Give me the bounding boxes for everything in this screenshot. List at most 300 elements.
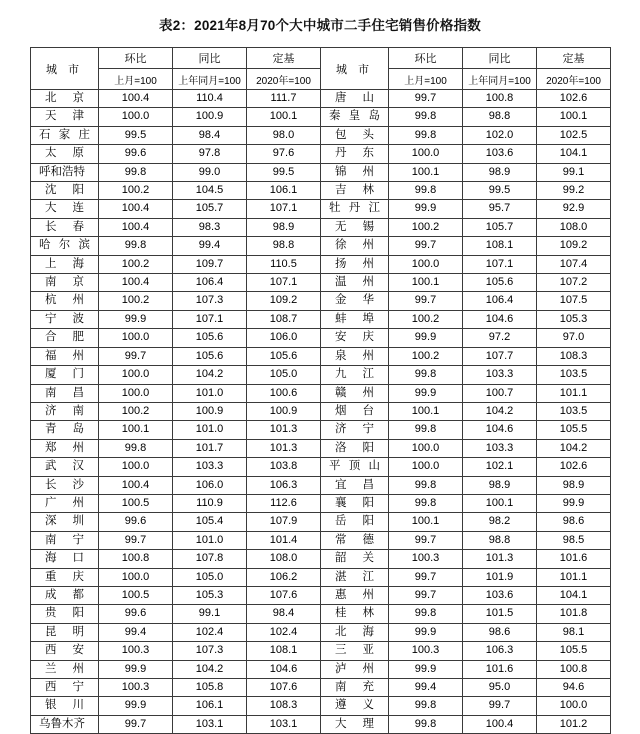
city-name: 九 江 bbox=[335, 368, 374, 381]
city-name: 宜 昌 bbox=[335, 478, 374, 491]
city-name: 大 理 bbox=[335, 717, 374, 730]
cell-fixed-right: 101.6 bbox=[537, 550, 611, 568]
city-name: 无 锡 bbox=[335, 220, 374, 233]
cell-yoy-right: 98.6 bbox=[463, 623, 537, 641]
cell-city-right bbox=[321, 274, 389, 292]
cell-city-left bbox=[31, 347, 99, 365]
table-row bbox=[31, 458, 611, 476]
cell-city-left bbox=[31, 126, 99, 144]
city-name: 牡 丹 江 bbox=[329, 202, 380, 215]
cell-city-right bbox=[321, 310, 389, 328]
header-group-yoy-right: 同比 bbox=[463, 48, 537, 69]
table-row bbox=[31, 200, 611, 218]
cell-mom-right: 99.4 bbox=[389, 679, 463, 697]
cell-yoy-left: 101.7 bbox=[173, 439, 247, 457]
cell-yoy-right: 100.7 bbox=[463, 384, 537, 402]
cell-mom-left: 99.9 bbox=[99, 310, 173, 328]
city-name: 温 州 bbox=[335, 276, 374, 289]
city-name: 吉 林 bbox=[335, 184, 374, 197]
cell-fixed-left: 107.9 bbox=[247, 513, 321, 531]
cell-fixed-left: 98.0 bbox=[247, 126, 321, 144]
cell-fixed-right: 108.3 bbox=[537, 347, 611, 365]
city-name: 遵 义 bbox=[335, 699, 374, 712]
city-name: 北 海 bbox=[335, 625, 374, 638]
city-name: 秦 皇 岛 bbox=[329, 110, 380, 123]
cell-city-right bbox=[321, 237, 389, 255]
cell-mom-right: 99.8 bbox=[389, 182, 463, 200]
cell-yoy-left: 105.3 bbox=[173, 586, 247, 604]
cell-fixed-right: 100.1 bbox=[537, 108, 611, 126]
city-name: 岳 阳 bbox=[335, 515, 374, 528]
cell-fixed-right: 94.6 bbox=[537, 679, 611, 697]
header-group-yoy-left: 同比 bbox=[173, 48, 247, 69]
cell-mom-right: 100.0 bbox=[389, 145, 463, 163]
city-name: 扬 州 bbox=[335, 257, 374, 270]
cell-city-left bbox=[31, 310, 99, 328]
table-row bbox=[31, 679, 611, 697]
city-name: 南 昌 bbox=[45, 386, 84, 399]
cell-mom-right: 99.9 bbox=[389, 200, 463, 218]
cell-yoy-right: 101.6 bbox=[463, 660, 537, 678]
cell-fixed-left: 98.9 bbox=[247, 218, 321, 236]
cell-city-left bbox=[31, 513, 99, 531]
city-name: 济 宁 bbox=[335, 423, 374, 436]
cell-yoy-right: 103.6 bbox=[463, 586, 537, 604]
cell-yoy-left: 107.8 bbox=[173, 550, 247, 568]
cell-mom-right: 100.0 bbox=[389, 255, 463, 273]
cell-fixed-right: 99.2 bbox=[537, 182, 611, 200]
table-row bbox=[31, 182, 611, 200]
cell-fixed-right: 101.1 bbox=[537, 384, 611, 402]
cell-fixed-left: 107.1 bbox=[247, 274, 321, 292]
header-base-fixed-right: 2020年=100 bbox=[537, 69, 611, 90]
cell-fixed-right: 99.1 bbox=[537, 163, 611, 181]
cell-mom-left: 100.1 bbox=[99, 421, 173, 439]
cell-mom-right: 99.8 bbox=[389, 126, 463, 144]
header-group-mom-right: 环比 bbox=[389, 48, 463, 69]
cell-yoy-right: 104.6 bbox=[463, 310, 537, 328]
cell-fixed-left: 108.1 bbox=[247, 642, 321, 660]
cell-city-left bbox=[31, 660, 99, 678]
cell-fixed-right: 101.2 bbox=[537, 715, 611, 733]
cell-city-right bbox=[321, 623, 389, 641]
cell-city-right bbox=[321, 108, 389, 126]
cell-city-right bbox=[321, 660, 389, 678]
cell-fixed-right: 101.8 bbox=[537, 605, 611, 623]
cell-city-left bbox=[31, 679, 99, 697]
cell-yoy-right: 99.7 bbox=[463, 697, 537, 715]
cell-fixed-right: 98.1 bbox=[537, 623, 611, 641]
table-row bbox=[31, 310, 611, 328]
cell-fixed-left: 106.1 bbox=[247, 182, 321, 200]
cell-yoy-left: 99.0 bbox=[173, 163, 247, 181]
cell-city-right bbox=[321, 384, 389, 402]
cell-fixed-right: 107.5 bbox=[537, 292, 611, 310]
table-row bbox=[31, 145, 611, 163]
cell-mom-left: 99.7 bbox=[99, 347, 173, 365]
cell-city-left bbox=[31, 163, 99, 181]
cell-city-left bbox=[31, 531, 99, 549]
city-name: 重 庆 bbox=[45, 570, 84, 583]
cell-fixed-right: 97.0 bbox=[537, 329, 611, 347]
cell-mom-right: 100.2 bbox=[389, 310, 463, 328]
city-name: 海 口 bbox=[45, 552, 84, 565]
cell-fixed-right: 107.4 bbox=[537, 255, 611, 273]
cell-yoy-left: 106.1 bbox=[173, 697, 247, 715]
cell-mom-left: 100.8 bbox=[99, 550, 173, 568]
table-row bbox=[31, 237, 611, 255]
cell-mom-left: 100.2 bbox=[99, 402, 173, 420]
cell-fixed-left: 108.0 bbox=[247, 550, 321, 568]
cell-yoy-left: 109.7 bbox=[173, 255, 247, 273]
cell-yoy-right: 107.7 bbox=[463, 347, 537, 365]
cell-city-left bbox=[31, 568, 99, 586]
table-row bbox=[31, 568, 611, 586]
cell-fixed-right: 102.5 bbox=[537, 126, 611, 144]
cell-fixed-right: 100.8 bbox=[537, 660, 611, 678]
cell-fixed-left: 110.5 bbox=[247, 255, 321, 273]
table-body bbox=[31, 90, 611, 734]
cell-fixed-left: 100.9 bbox=[247, 402, 321, 420]
cell-fixed-left: 101.3 bbox=[247, 421, 321, 439]
city-name: 呼和浩特 bbox=[39, 165, 85, 178]
cell-fixed-right: 100.0 bbox=[537, 697, 611, 715]
cell-fixed-left: 106.0 bbox=[247, 329, 321, 347]
cell-fixed-right: 108.0 bbox=[537, 218, 611, 236]
cell-fixed-right: 107.2 bbox=[537, 274, 611, 292]
cell-city-left bbox=[31, 402, 99, 420]
cell-mom-left: 100.0 bbox=[99, 384, 173, 402]
cell-mom-left: 99.8 bbox=[99, 237, 173, 255]
city-name: 哈 尔 滨 bbox=[39, 239, 90, 252]
city-name: 杭 州 bbox=[45, 294, 84, 307]
cell-yoy-left: 98.3 bbox=[173, 218, 247, 236]
cell-fixed-left: 107.6 bbox=[247, 586, 321, 604]
table-row bbox=[31, 476, 611, 494]
cell-yoy-left: 107.1 bbox=[173, 310, 247, 328]
table-header bbox=[31, 48, 611, 90]
cell-fixed-left: 105.0 bbox=[247, 366, 321, 384]
cell-fixed-right: 105.3 bbox=[537, 310, 611, 328]
cell-mom-right: 99.8 bbox=[389, 697, 463, 715]
cell-fixed-left: 106.2 bbox=[247, 568, 321, 586]
cell-yoy-left: 105.7 bbox=[173, 200, 247, 218]
cell-mom-right: 99.9 bbox=[389, 329, 463, 347]
cell-fixed-right: 103.5 bbox=[537, 366, 611, 384]
table-row bbox=[31, 402, 611, 420]
cell-city-left bbox=[31, 90, 99, 108]
cell-mom-left: 100.4 bbox=[99, 274, 173, 292]
cell-city-right bbox=[321, 550, 389, 568]
city-name: 昆 明 bbox=[45, 625, 84, 638]
cell-yoy-left: 101.0 bbox=[173, 531, 247, 549]
cell-yoy-right: 106.4 bbox=[463, 292, 537, 310]
city-name: 南 京 bbox=[45, 276, 84, 289]
table-row bbox=[31, 292, 611, 310]
header-group-fixed-left: 定基 bbox=[247, 48, 321, 69]
cell-city-right bbox=[321, 494, 389, 512]
table-row bbox=[31, 642, 611, 660]
cell-fixed-left: 111.7 bbox=[247, 90, 321, 108]
city-name: 徐 州 bbox=[335, 239, 374, 252]
table-row bbox=[31, 697, 611, 715]
table-row bbox=[31, 108, 611, 126]
cell-yoy-right: 103.3 bbox=[463, 439, 537, 457]
city-name: 安 庆 bbox=[335, 331, 374, 344]
city-name: 常 德 bbox=[335, 533, 374, 546]
cell-mom-right: 99.8 bbox=[389, 366, 463, 384]
city-name: 南 充 bbox=[335, 681, 374, 693]
cell-city-left bbox=[31, 421, 99, 439]
cell-mom-right: 99.8 bbox=[389, 108, 463, 126]
cell-yoy-right: 95.0 bbox=[463, 679, 537, 697]
table-row bbox=[31, 384, 611, 402]
cell-city-left bbox=[31, 605, 99, 623]
header-base-yoy-right: 上年同月=100 bbox=[463, 69, 537, 90]
cell-yoy-left: 102.4 bbox=[173, 623, 247, 641]
table-row bbox=[31, 90, 611, 108]
table-row bbox=[31, 421, 611, 439]
cell-yoy-left: 105.0 bbox=[173, 568, 247, 586]
header-row-groups bbox=[31, 48, 611, 69]
cell-fixed-right: 98.9 bbox=[537, 476, 611, 494]
cell-mom-right: 99.7 bbox=[389, 292, 463, 310]
cell-yoy-right: 101.3 bbox=[463, 550, 537, 568]
cell-city-right bbox=[321, 163, 389, 181]
cell-mom-left: 99.7 bbox=[99, 715, 173, 733]
cell-yoy-right: 100.8 bbox=[463, 90, 537, 108]
cell-city-left bbox=[31, 255, 99, 273]
cell-mom-right: 99.9 bbox=[389, 384, 463, 402]
cell-fixed-left: 97.6 bbox=[247, 145, 321, 163]
cell-yoy-left: 107.3 bbox=[173, 642, 247, 660]
city-name: 桂 林 bbox=[335, 607, 374, 620]
cell-yoy-left: 104.2 bbox=[173, 660, 247, 678]
cell-mom-left: 100.5 bbox=[99, 494, 173, 512]
cell-yoy-right: 97.2 bbox=[463, 329, 537, 347]
cell-mom-left: 99.8 bbox=[99, 439, 173, 457]
cell-yoy-right: 98.9 bbox=[463, 163, 537, 181]
cell-mom-left: 100.0 bbox=[99, 366, 173, 384]
price-index-table bbox=[30, 47, 611, 734]
cell-city-left bbox=[31, 145, 99, 163]
table-row bbox=[31, 329, 611, 347]
city-name: 洛 阳 bbox=[335, 441, 374, 454]
cell-fixed-left: 101.3 bbox=[247, 439, 321, 457]
cell-fixed-left: 108.3 bbox=[247, 697, 321, 715]
cell-city-right bbox=[321, 513, 389, 531]
cell-fixed-right: 105.5 bbox=[537, 421, 611, 439]
cell-yoy-left: 104.5 bbox=[173, 182, 247, 200]
city-name: 福 州 bbox=[45, 349, 84, 362]
city-name: 西 宁 bbox=[45, 681, 84, 693]
cell-city-left bbox=[31, 329, 99, 347]
cell-city-right bbox=[321, 679, 389, 697]
cell-city-left bbox=[31, 586, 99, 604]
header-city-left: 城 市 bbox=[31, 48, 99, 90]
city-name: 湛 江 bbox=[335, 570, 374, 583]
cell-mom-right: 100.1 bbox=[389, 274, 463, 292]
cell-fixed-right: 101.1 bbox=[537, 568, 611, 586]
cell-fixed-right: 98.5 bbox=[537, 531, 611, 549]
table-row bbox=[31, 347, 611, 365]
cell-city-left bbox=[31, 623, 99, 641]
table-row bbox=[31, 513, 611, 531]
cell-city-right bbox=[321, 439, 389, 457]
city-name: 石 家 庄 bbox=[39, 128, 90, 141]
cell-mom-right: 99.9 bbox=[389, 623, 463, 641]
cell-mom-left: 99.9 bbox=[99, 697, 173, 715]
header-group-fixed-right: 定基 bbox=[537, 48, 611, 69]
cell-fixed-left: 105.6 bbox=[247, 347, 321, 365]
cell-fixed-left: 108.7 bbox=[247, 310, 321, 328]
cell-yoy-left: 101.0 bbox=[173, 384, 247, 402]
cell-yoy-right: 108.1 bbox=[463, 237, 537, 255]
cell-fixed-right: 99.9 bbox=[537, 494, 611, 512]
cell-mom-right: 99.7 bbox=[389, 586, 463, 604]
header-base-yoy-left: 上年同月=100 bbox=[173, 69, 247, 90]
cell-yoy-right: 98.2 bbox=[463, 513, 537, 531]
cell-yoy-left: 105.8 bbox=[173, 679, 247, 697]
cell-fixed-right: 104.2 bbox=[537, 439, 611, 457]
cell-mom-right: 100.0 bbox=[389, 439, 463, 457]
cell-yoy-right: 106.3 bbox=[463, 642, 537, 660]
cell-yoy-right: 107.1 bbox=[463, 255, 537, 273]
city-name: 南 宁 bbox=[45, 533, 84, 546]
cell-fixed-right: 104.1 bbox=[537, 145, 611, 163]
cell-mom-left: 100.0 bbox=[99, 329, 173, 347]
cell-fixed-right: 105.5 bbox=[537, 642, 611, 660]
cell-city-left bbox=[31, 439, 99, 457]
cell-city-left bbox=[31, 384, 99, 402]
cell-mom-left: 99.7 bbox=[99, 531, 173, 549]
cell-yoy-left: 106.4 bbox=[173, 274, 247, 292]
cell-city-right bbox=[321, 476, 389, 494]
cell-yoy-left: 107.3 bbox=[173, 292, 247, 310]
city-name: 丹 东 bbox=[335, 147, 374, 160]
cell-mom-left: 100.4 bbox=[99, 476, 173, 494]
city-name: 深 圳 bbox=[45, 515, 84, 528]
city-name: 太 原 bbox=[45, 147, 84, 160]
cell-city-left bbox=[31, 218, 99, 236]
cell-city-right bbox=[321, 642, 389, 660]
city-name: 武 汉 bbox=[45, 460, 84, 473]
cell-yoy-right: 102.0 bbox=[463, 126, 537, 144]
table-row bbox=[31, 660, 611, 678]
cell-yoy-right: 105.7 bbox=[463, 218, 537, 236]
cell-city-right bbox=[321, 347, 389, 365]
cell-mom-left: 99.6 bbox=[99, 605, 173, 623]
table-row bbox=[31, 274, 611, 292]
cell-yoy-right: 103.3 bbox=[463, 366, 537, 384]
city-name: 长 春 bbox=[45, 220, 84, 233]
cell-city-right bbox=[321, 200, 389, 218]
cell-yoy-right: 104.6 bbox=[463, 421, 537, 439]
cell-mom-right: 100.1 bbox=[389, 402, 463, 420]
cell-yoy-right: 100.4 bbox=[463, 715, 537, 733]
cell-fixed-left: 99.5 bbox=[247, 163, 321, 181]
cell-yoy-left: 105.4 bbox=[173, 513, 247, 531]
city-name: 成 都 bbox=[45, 588, 84, 601]
cell-fixed-right: 109.2 bbox=[537, 237, 611, 255]
cell-yoy-right: 100.1 bbox=[463, 494, 537, 512]
city-name: 合 肥 bbox=[45, 331, 84, 344]
table-row bbox=[31, 366, 611, 384]
city-name: 厦 门 bbox=[45, 368, 84, 381]
cell-fixed-right: 104.1 bbox=[537, 586, 611, 604]
cell-city-right bbox=[321, 458, 389, 476]
city-name: 济 南 bbox=[45, 404, 84, 417]
cell-yoy-right: 104.2 bbox=[463, 402, 537, 420]
cell-mom-right: 99.8 bbox=[389, 476, 463, 494]
cell-fixed-left: 100.1 bbox=[247, 108, 321, 126]
cell-mom-right: 99.8 bbox=[389, 421, 463, 439]
cell-city-left bbox=[31, 366, 99, 384]
city-name: 青 岛 bbox=[45, 423, 84, 436]
cell-city-right bbox=[321, 402, 389, 420]
city-name: 沈 阳 bbox=[45, 184, 84, 197]
cell-yoy-left: 110.4 bbox=[173, 90, 247, 108]
city-name: 广 州 bbox=[45, 496, 84, 509]
cell-yoy-right: 98.8 bbox=[463, 108, 537, 126]
header-base-mom-left: 上月=100 bbox=[99, 69, 173, 90]
cell-mom-left: 99.5 bbox=[99, 126, 173, 144]
table-row bbox=[31, 126, 611, 144]
cell-mom-right: 100.3 bbox=[389, 642, 463, 660]
cell-city-left bbox=[31, 715, 99, 733]
cell-mom-right: 100.0 bbox=[389, 458, 463, 476]
cell-yoy-right: 98.8 bbox=[463, 531, 537, 549]
cell-city-right bbox=[321, 90, 389, 108]
city-name: 长 沙 bbox=[45, 478, 84, 491]
city-name: 贵 阳 bbox=[45, 607, 84, 620]
cell-mom-left: 100.3 bbox=[99, 679, 173, 697]
cell-mom-left: 100.0 bbox=[99, 568, 173, 586]
cell-fixed-left: 100.6 bbox=[247, 384, 321, 402]
city-name: 兰 州 bbox=[45, 662, 84, 675]
cell-city-right bbox=[321, 586, 389, 604]
cell-yoy-left: 104.2 bbox=[173, 366, 247, 384]
city-name: 乌鲁木齐 bbox=[39, 717, 85, 730]
table-row bbox=[31, 255, 611, 273]
cell-city-right bbox=[321, 292, 389, 310]
table-row bbox=[31, 623, 611, 641]
cell-mom-right: 100.3 bbox=[389, 550, 463, 568]
cell-mom-left: 100.4 bbox=[99, 200, 173, 218]
cell-mom-left: 99.8 bbox=[99, 163, 173, 181]
page-title: 表2：2021年8月70个大中城市二手住宅销售价格指数 bbox=[159, 18, 481, 33]
cell-city-right bbox=[321, 218, 389, 236]
city-name: 上 海 bbox=[45, 257, 84, 270]
cell-city-left bbox=[31, 494, 99, 512]
cell-yoy-right: 101.9 bbox=[463, 568, 537, 586]
cell-fixed-left: 101.4 bbox=[247, 531, 321, 549]
city-name: 惠 州 bbox=[335, 588, 374, 601]
cell-fixed-left: 107.1 bbox=[247, 200, 321, 218]
cell-fixed-left: 107.6 bbox=[247, 679, 321, 697]
cell-yoy-left: 100.9 bbox=[173, 402, 247, 420]
cell-city-right bbox=[321, 182, 389, 200]
cell-mom-right: 99.8 bbox=[389, 715, 463, 733]
cell-city-right bbox=[321, 697, 389, 715]
cell-city-left bbox=[31, 274, 99, 292]
cell-city-left bbox=[31, 642, 99, 660]
cell-mom-left: 100.4 bbox=[99, 218, 173, 236]
cell-fixed-left: 98.4 bbox=[247, 605, 321, 623]
cell-mom-left: 99.4 bbox=[99, 623, 173, 641]
cell-yoy-left: 103.3 bbox=[173, 458, 247, 476]
table-row bbox=[31, 715, 611, 733]
